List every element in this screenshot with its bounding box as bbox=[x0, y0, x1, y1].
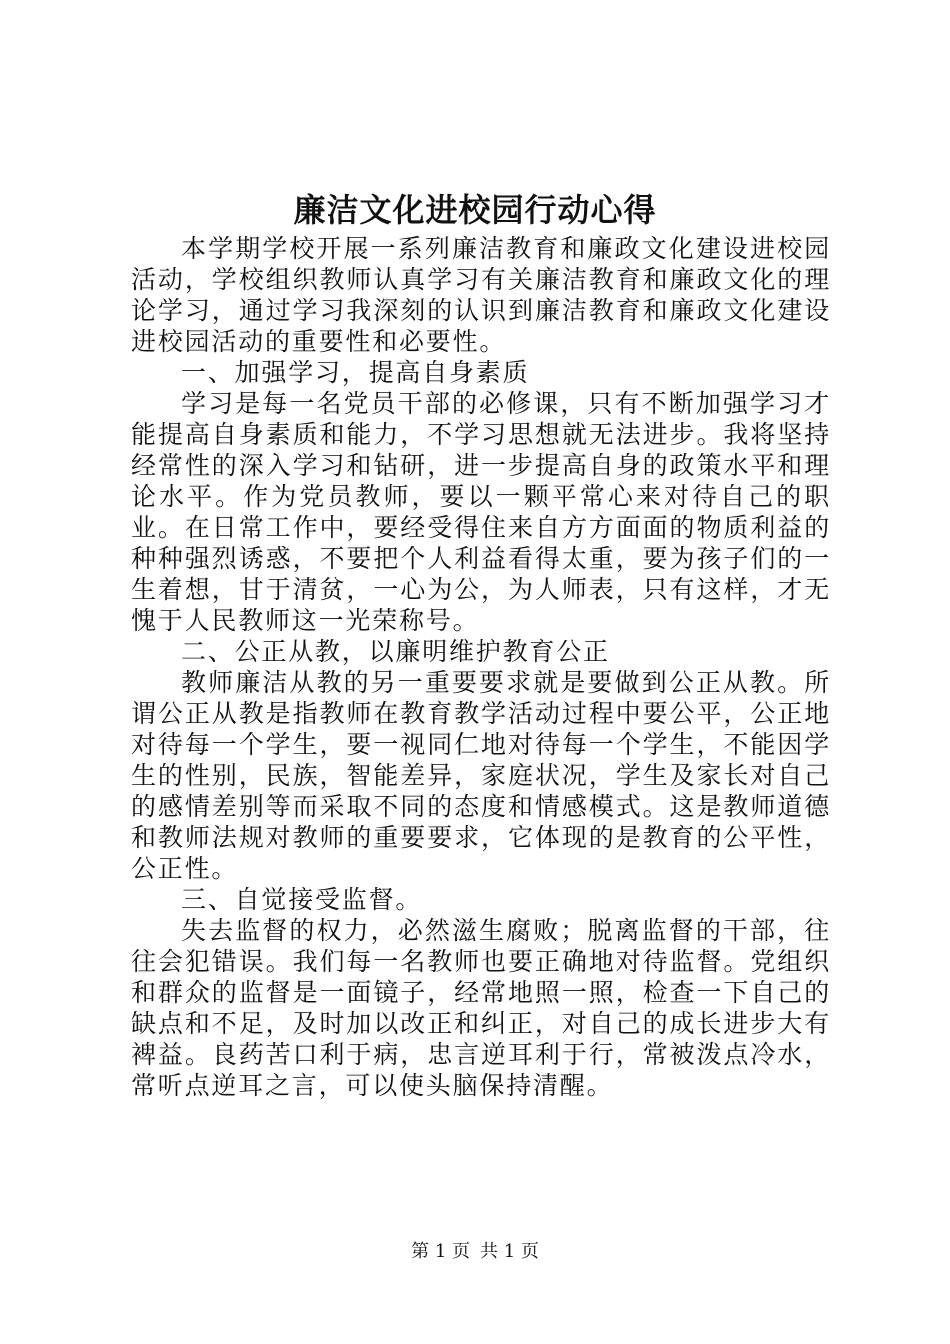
paragraph-section-2: 教师廉洁从教的另一重要要求就是要做到公正从教。所谓公正从教是指教师在教育教学活动过程中要公平，公正地对待每一个学生，要一视同仁地对待每一个学生，不能因学生的性别，民族，智能差异，家庭状况，学生及家长对自己的感情差别等而采取不同的态度和情感模式。这是教师道德和教师法规对教师的重要要求，它体现的是教育的公平性，公正性。 bbox=[131, 668, 831, 883]
section-heading-1: 一、加强学习，提高自身素质 bbox=[181, 358, 530, 387]
paragraph-section-3: 失去监督的权力，必然滋生腐败；脱离监督的干部，往往会犯错误。我们每一名教师也要正确地对待监督。党组织和群众的监督是一面镜子，经常地照一照，检查一下自己的缺点和不足，及时加以改正和纠正，对自己的成长进步大有裨益。良药苦口利于病，忠言逆耳利于行，常被泼点冷水，常听点逆耳之言，可以使头脑保持清醒。 bbox=[131, 916, 831, 1100]
page-total: 共 1 页 bbox=[480, 1241, 539, 1262]
document-body bbox=[131, 233, 831, 1101]
paragraph-intro: 本学期学校开展一系列廉洁教育和廉政文化建设进校园活动，学校组织教师认真学习有关廉洁教育和廉政文化的理论学习，通过学习我深刻的认识到廉洁教育和廉政文化建设进校园活动的重要性和必要性。 bbox=[131, 234, 831, 356]
paragraph-section-1: 学习是每一名党员干部的必修课，只有不断加强学习才能提高自身素质和能力，不学习思想就无法进步。我将坚持经常性的深入学习和钻研，进一步提高自身的政策水平和理论水平。作为党员教师，要以一颗平常心来对待自己的职业。在日常工作中，要经受得住来自方方面面的物质利益的种种强烈诱惑，不要把个人利益看得太重，要为孩子们的一生着想，甘于清贫，一心为公，为人师表，只有这样，才无愧于人民教师这一光荣称号。 bbox=[131, 389, 831, 635]
page-number: 第 1 页 bbox=[411, 1241, 470, 1262]
document-title: 廉洁文化进校园行动心得 bbox=[293, 191, 657, 229]
section-heading-2: 二、公正从教，以廉明维护教育公正 bbox=[181, 637, 610, 666]
page-footer bbox=[0, 1240, 950, 1264]
section-heading-3: 三、自觉接受监督。 bbox=[181, 885, 423, 914]
